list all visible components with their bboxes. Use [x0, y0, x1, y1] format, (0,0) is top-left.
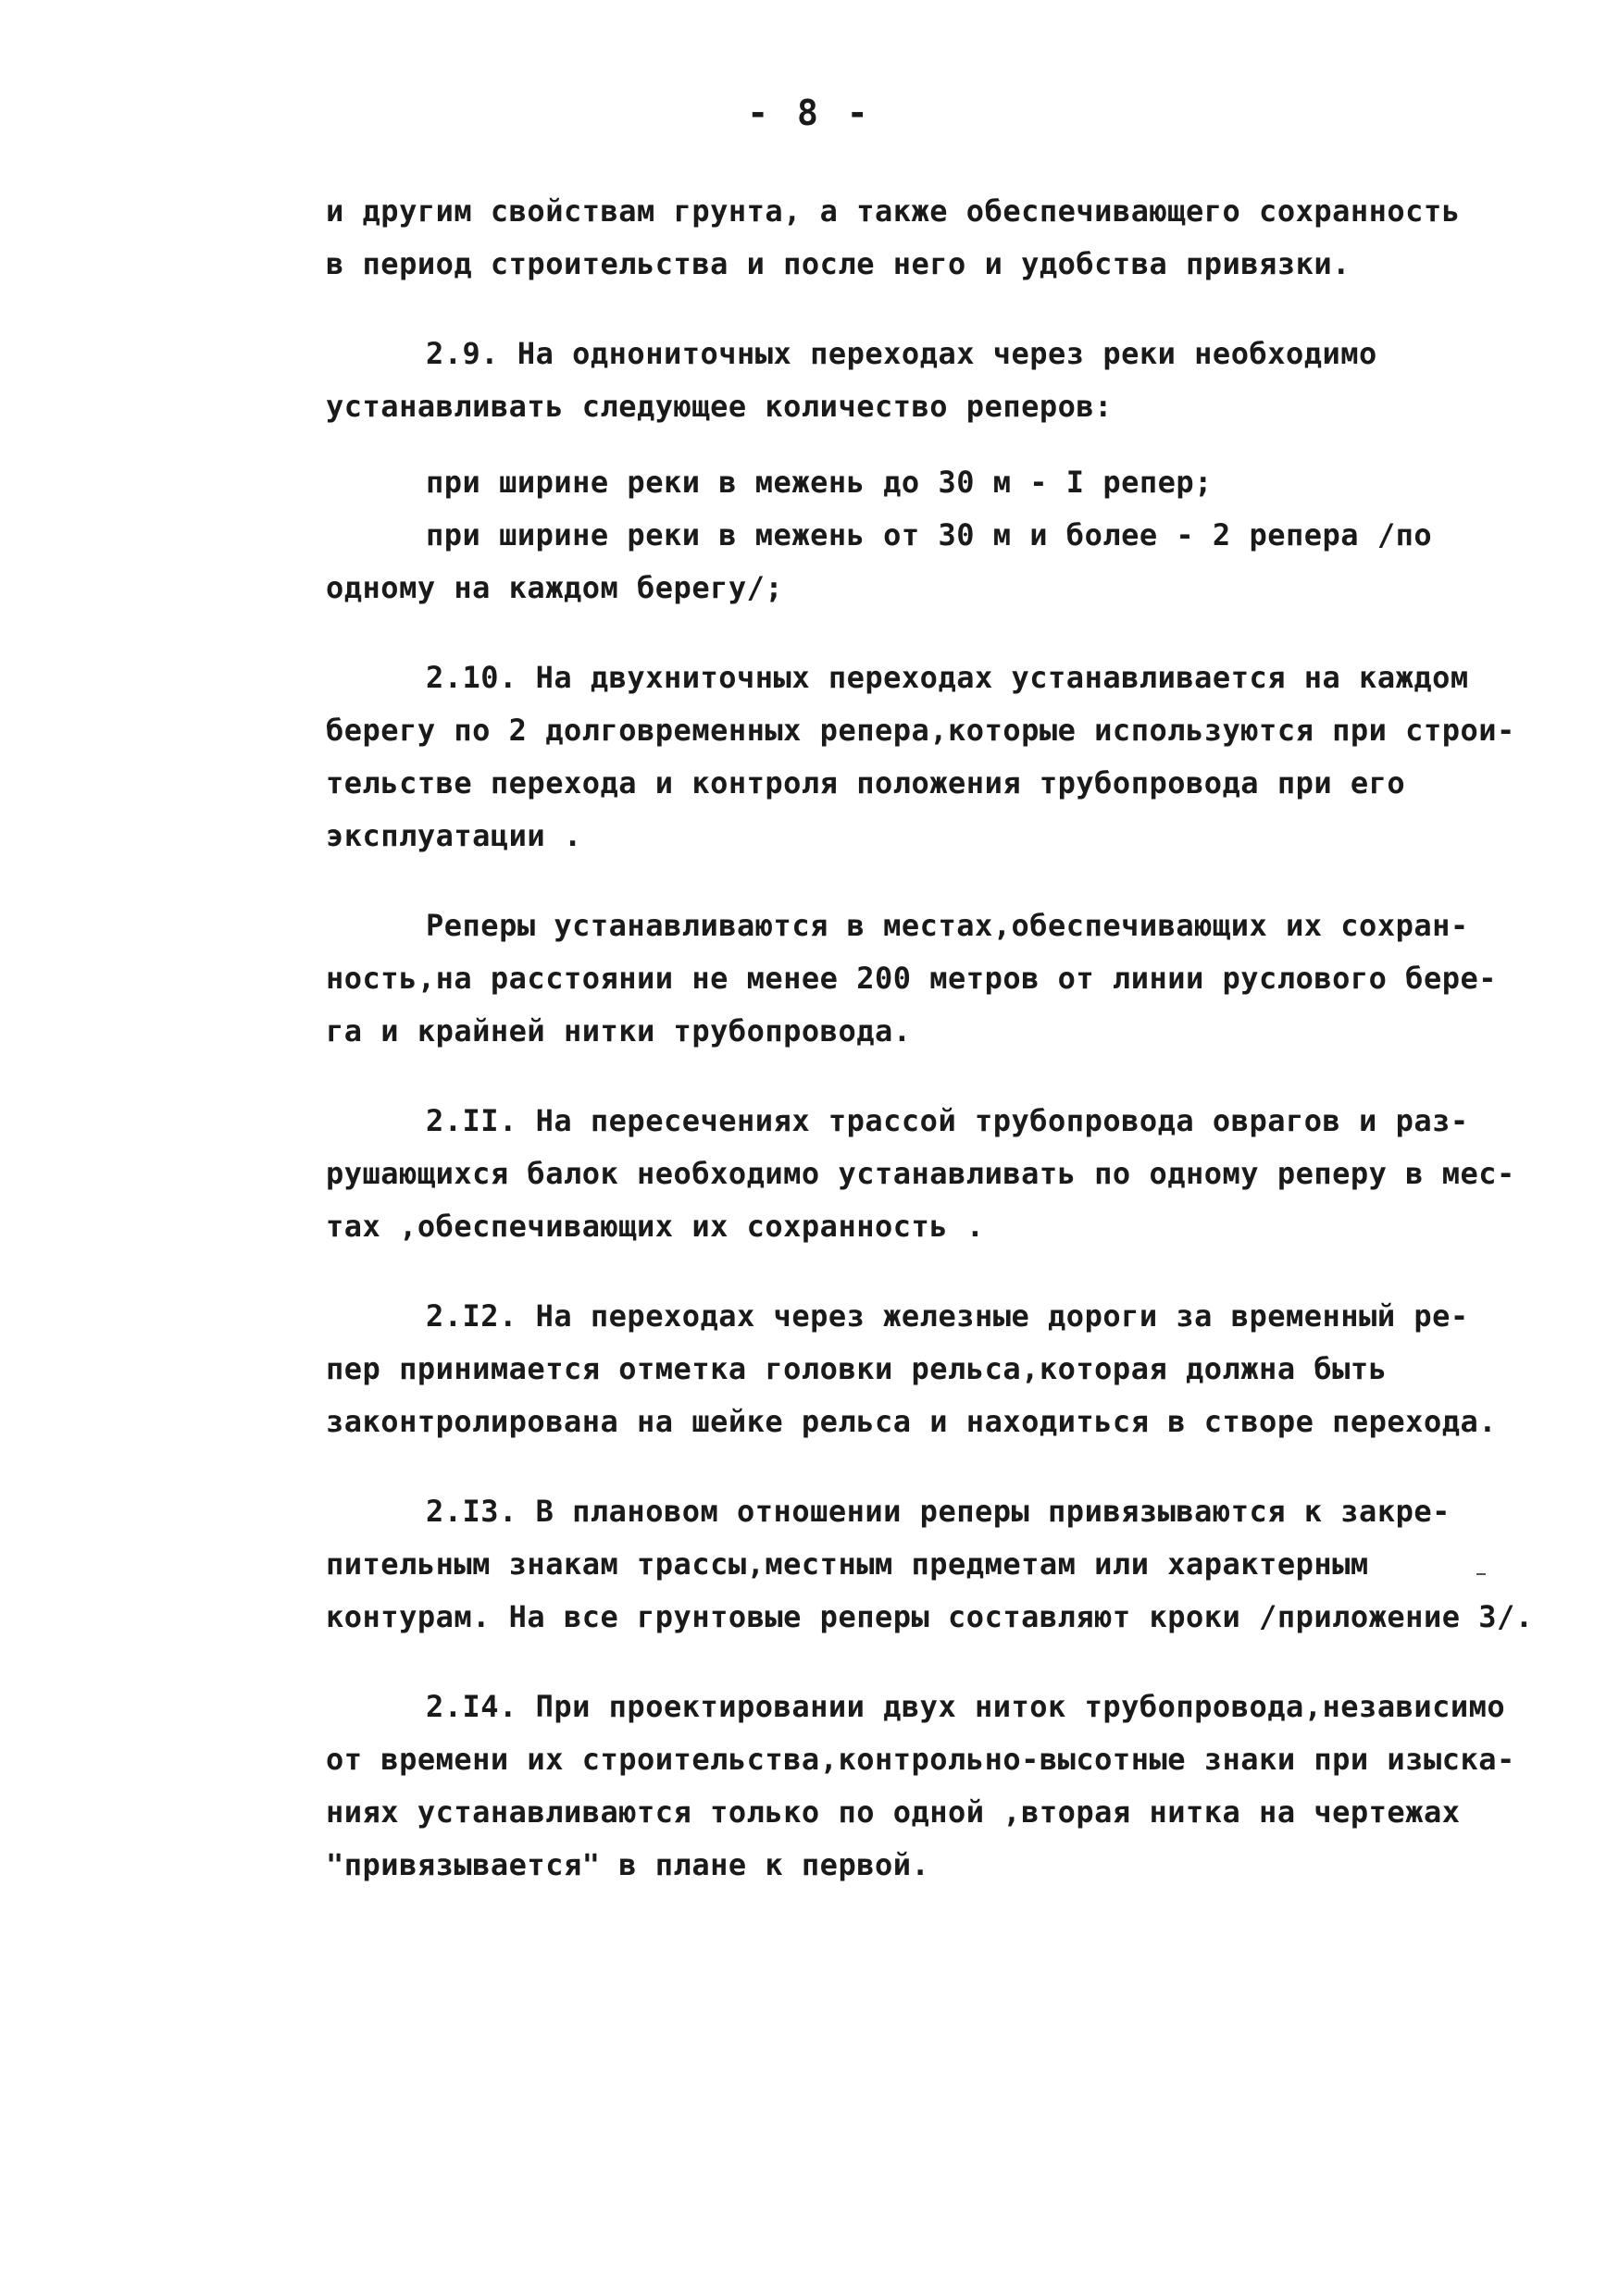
text-line: Реперы устанавливаются в местах,обеспечивающих их сохран- — [426, 908, 1469, 943]
text-line: устанавливать следующее количество реперов: — [326, 389, 1113, 424]
paragraph-2-10 — [326, 652, 1515, 863]
text-line: ниях устанавливаются только по одной ,вторая нитка на чертежах — [326, 1794, 1461, 1830]
text-line: 2.I2. На переходах через железные дороги за временный ре- — [426, 1298, 1469, 1334]
scan-speck — [1476, 1573, 1486, 1575]
text-line: берегу по 2 долговременных репера,которые используются при строи- — [326, 713, 1515, 748]
page-number: - 8 - — [747, 93, 872, 133]
text-line: при ширине реки в межень от 30 м и более - 2 репера /по — [426, 517, 1433, 552]
text-line: при ширине реки в межень до 30 м - I репер; — [426, 465, 1213, 500]
text-line: законтролирована на шейке рельса и находиться в створе перехода. — [326, 1404, 1497, 1439]
text-line: рушающихся балок необходимо устанавливать по одному реперу в мес- — [326, 1156, 1515, 1191]
text-line: контурам. На все грунтовые реперы составляют кроки /приложение 3/. — [326, 1599, 1534, 1634]
text-line: ность,на расстоянии не менее 200 метров от линии руслового бере- — [326, 961, 1497, 996]
paragraph-2-10-reperы — [326, 900, 1497, 1058]
text-line: 2.9. На однониточных переходах через реки необходимо — [426, 336, 1377, 371]
text-line: га и крайней нитки трубопровода. — [326, 1013, 912, 1049]
list-item-river-30m-and-more — [326, 509, 1437, 614]
text-line: пер принимается отметка головки рельса,которая должна быть — [326, 1351, 1388, 1386]
paragraph-2-11 — [326, 1095, 1515, 1253]
text-line: 2.I3. В плановом отношении реперы привязываются к закре- — [426, 1494, 1451, 1529]
paragraph-2-14 — [326, 1681, 1515, 1892]
list-item-river-under-30m — [326, 456, 1437, 509]
paragraph-2-9 — [326, 328, 1437, 433]
text-line: тельстве перехода и контроля положения трубопровода при его — [326, 765, 1406, 800]
paragraph-2-12 — [326, 1290, 1497, 1448]
text-line: в период строительства и после него и удобства привязки. — [326, 246, 1351, 281]
text-line: тах ,обеспечивающих их сохранность . — [326, 1209, 985, 1244]
text-line: и другим свойствам грунта, а также обеспечивающего сохранность — [326, 193, 1461, 229]
text-line: пительным знакам трассы,местным предметам или характерным — [326, 1546, 1369, 1582]
text-line: "привязывается" в плане к первой. — [326, 1847, 930, 1882]
paragraph-continuation — [326, 185, 1461, 291]
text-line: от времени их строительства,контрольно-высотные знаки при изыска- — [326, 1742, 1515, 1777]
document-body — [326, 185, 1534, 1892]
text-line: 2.I4. При проектировании двух ниток трубопровода,независимо — [426, 1689, 1506, 1724]
text-line: 2.10. На двухниточных переходах устанавливается на каждом — [426, 660, 1469, 695]
text-line: 2.II. На пересечениях трассой трубопровода оврагов и раз- — [426, 1103, 1469, 1138]
text-line: эксплуатации . — [326, 818, 582, 853]
paragraph-2-13 — [326, 1485, 1534, 1644]
text-line: одному на каждом берегу/; — [326, 570, 784, 605]
